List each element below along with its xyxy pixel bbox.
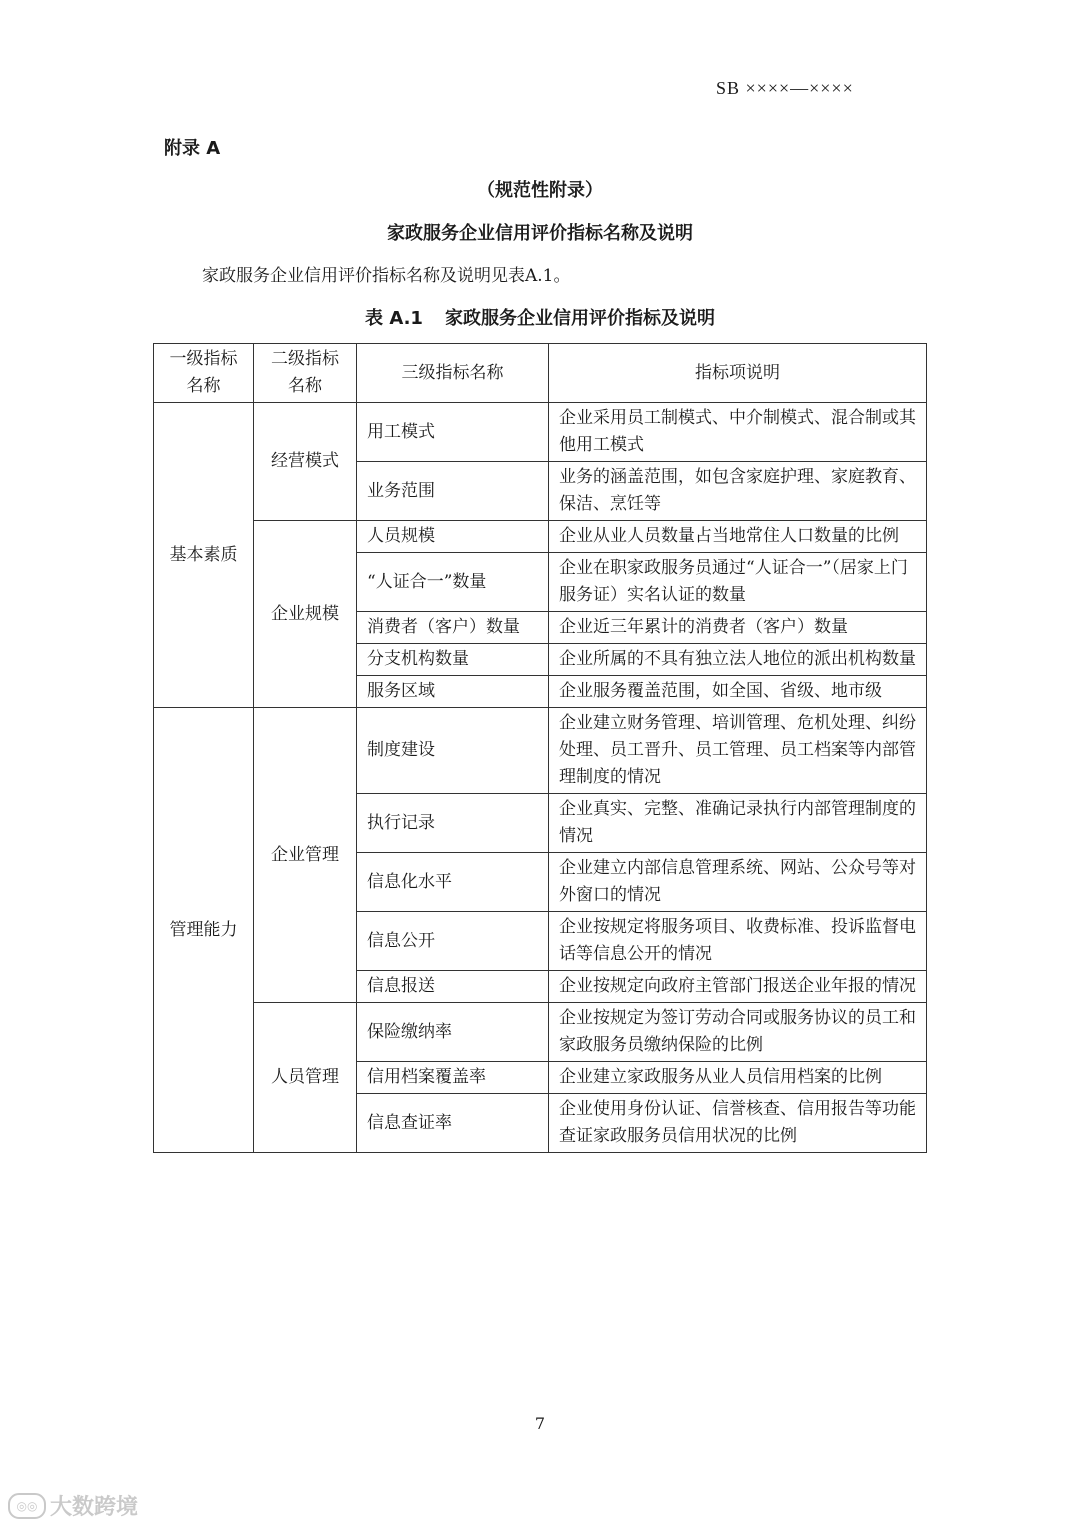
description-cell: 企业建立内部信息管理系统、网站、公众号等对外窗口的情况 xyxy=(549,853,927,912)
table-number: 表 A.1 xyxy=(365,308,423,329)
watermark xyxy=(8,1490,138,1521)
level3-cell: 信息公开 xyxy=(357,912,549,971)
level3-cell: 人员规模 xyxy=(357,521,549,553)
level3-cell: 消费者（客户）数量 xyxy=(357,612,549,644)
description-cell: 企业使用身份认证、信誉核查、信用报告等功能查证家政服务员信用状况的比例 xyxy=(549,1094,927,1153)
table-header-row xyxy=(154,344,927,403)
indicator-table xyxy=(153,343,927,1153)
description-cell: 企业建立财务管理、培训管理、危机处理、纠纷处理、员工晋升、员工管理、员工档案等内部管理制度的情况 xyxy=(549,708,927,794)
logo-icon: ◎◎ xyxy=(8,1493,46,1519)
description-cell: 业务的涵盖范围，如包含家庭护理、家庭教育、保洁、烹饪等 xyxy=(549,462,927,521)
level2-cell: 经营模式 xyxy=(254,403,357,521)
description-cell: 企业按规定为签订劳动合同或服务协议的员工和家政服务员缴纳保险的比例 xyxy=(549,1003,927,1062)
level3-cell: 业务范围 xyxy=(357,462,549,521)
header-level3: 三级指标名称 xyxy=(357,344,549,403)
description-cell: 企业真实、完整、准确记录执行内部管理制度的情况 xyxy=(549,794,927,853)
level3-cell: “人证合一”数量 xyxy=(357,553,549,612)
description-cell: 企业按规定向政府主管部门报送企业年报的情况 xyxy=(549,971,927,1003)
description-cell: 企业建立家政服务从业人员信用档案的比例 xyxy=(549,1062,927,1094)
level3-cell: 服务区域 xyxy=(357,676,549,708)
appendix-label: 附录 A xyxy=(164,138,221,159)
table-row xyxy=(154,403,927,462)
table-name: 家政服务企业信用评价指标及说明 xyxy=(444,308,715,329)
level3-cell: 信息查证率 xyxy=(357,1094,549,1153)
description-cell: 企业近三年累计的消费者（客户）数量 xyxy=(549,612,927,644)
appendix-title: 家政服务企业信用评价指标名称及说明 xyxy=(387,223,693,244)
level1-cell: 管理能力 xyxy=(154,708,254,1153)
level3-cell: 保险缴纳率 xyxy=(357,1003,549,1062)
level3-cell: 分支机构数量 xyxy=(357,644,549,676)
table-caption xyxy=(0,304,1080,330)
level2-cell: 人员管理 xyxy=(254,1003,357,1153)
level3-cell: 信用档案覆盖率 xyxy=(357,1062,549,1094)
header-level2: 二级指标名称 xyxy=(254,344,357,403)
table-row xyxy=(154,1003,927,1062)
intro-paragraph: 家政服务企业信用评价指标名称及说明见表A.1。 xyxy=(202,266,571,286)
description-cell: 企业从业人员数量占当地常住人口数量的比例 xyxy=(549,521,927,553)
header-description: 指标项说明 xyxy=(549,344,927,403)
appendix-type: （规范性附录） xyxy=(477,180,603,201)
level3-cell: 用工模式 xyxy=(357,403,549,462)
level1-cell: 基本素质 xyxy=(154,403,254,708)
description-cell: 企业在职家政服务员通过“人证合一”（居家上门服务证）实名认证的数量 xyxy=(549,553,927,612)
watermark-text: 大数跨境 xyxy=(50,1495,139,1520)
level3-cell: 信息报送 xyxy=(357,971,549,1003)
description-cell: 企业所属的不具有独立法人地位的派出机构数量 xyxy=(549,644,927,676)
table-row xyxy=(154,708,927,794)
level2-cell: 企业管理 xyxy=(254,708,357,1003)
standard-code: SB ××××—×××× xyxy=(716,78,854,98)
header-level1: 一级指标名称 xyxy=(154,344,254,403)
level3-cell: 信息化水平 xyxy=(357,853,549,912)
description-cell: 企业按规定将服务项目、收费标准、投诉监督电话等信息公开的情况 xyxy=(549,912,927,971)
table-row xyxy=(154,521,927,553)
description-cell: 企业采用员工制模式、中介制模式、混合制或其他用工模式 xyxy=(549,403,927,462)
page-number: 7 xyxy=(534,1414,546,1433)
level3-cell: 制度建设 xyxy=(357,708,549,794)
level2-cell: 企业规模 xyxy=(254,521,357,708)
level3-cell: 执行记录 xyxy=(357,794,549,853)
description-cell: 企业服务覆盖范围，如全国、省级、地市级 xyxy=(549,676,927,708)
